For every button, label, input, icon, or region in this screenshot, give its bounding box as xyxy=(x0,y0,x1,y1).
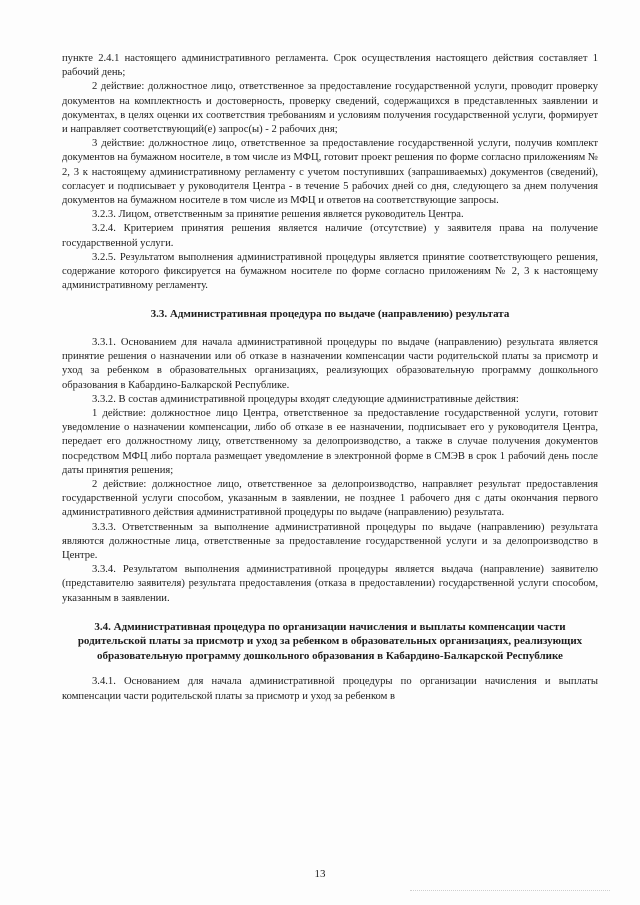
page-number: 13 xyxy=(314,868,326,880)
heading-3-3: 3.3. Административная процедура по выдаче (направлению) результата xyxy=(150,308,510,321)
paragraph: 3 действие: должностное лицо, ответственное за предоставление государственной услуги, получив комплект документов на бумажном носителе, в том числе из МФЦ, готовит проект решения по форме согласно приложениям № 2, 3 к настоящему административному регламенту с учетом поступивших (запрашиваемых) документов (сведений), согласует и подписывает у руководителя Центра - в течение 5 рабочих дней со дня, следующего за днем получения документов на бумажном носителе в том числе из МФЦ и ответов на соответствующие запросы. xyxy=(62,138,598,207)
paragraph: 3.3.1. Основанием для начала административной процедуры по выдаче (направлению) результата является принятие решения о назначении или об отказе в назначении компенсации части родительской платы за присмотр и уход за ребенком в образовательных организациях, реализующих образовательную программу дошкольного образования в Кабардино-Балкарской Республике. xyxy=(62,336,598,391)
paragraph: 2 действие: должностное лицо, ответственное за делопроизводство, направляет результат предоставления государственной услуги способом, указанным в заявлении, не позднее 1 рабочего дня с даты окончания первого административного действия административной процедуры по выдаче (направлению) результата. xyxy=(62,478,598,519)
section-3-3 xyxy=(62,336,598,606)
paragraph: 3.2.3. Лицом, ответственным за принятие решения является руководитель Центра. xyxy=(92,209,464,221)
paragraph: 2 действие: должностное лицо, ответственное за предоставление государственной услуги, проводит проверку документов на комплектность и достоверность, проверку сведений, содержащихся в представленных заявлении и документах, в целях оценки их соответствия требованиям и условиям получения государственной услуги, формирует и направляет соответствующий(е) запрос(ы) - 2 рабочих дня; xyxy=(62,81,598,136)
paragraph: 3.3.4. Результатом выполнения административной процедуры является выдача (направление) заявителю (представителю заявителя) результата предоставления (отказа в предоставлении) государственной услуги способом, указанным в заявлении. xyxy=(62,564,598,604)
paragraph: 3.3.3. Ответственным за выполнение административной процедуры по выдаче (направлению) результата являются должностные лица, ответственные за предоставление государственной услуги и за делопроизводство в Центре. xyxy=(62,521,598,561)
paragraph: пункте 2.4.1 настоящего административного регламента. Срок осуществления настоящего действия составляет 1 рабочий день; xyxy=(62,53,598,79)
section-3-4 xyxy=(62,675,598,703)
paragraph: 3.2.5. Результатом выполнения административной процедуры является принятие соответствующего решения, содержание которого фиксируется на бумажном носителе по форме согласно приложениям № 2, 3 к настоящему административному регламенту. xyxy=(62,251,598,292)
heading-3-4: 3.4. Административная процедура по организации начисления и выплаты компенсации части родительской платы за присмотр и уход за ребенком в образовательных организациях, реализующих образовательную программу дошкольного образования в Кабардино-Балкарской Республике xyxy=(77,620,583,662)
paragraph: 3.2.4. Критерием принятия решения является наличие (отсутствие) у заявителя права на получение государственной услуги. xyxy=(62,223,598,249)
section-3-2-continued xyxy=(62,52,598,293)
paragraph: 3.4.1. Основанием для начала административной процедуры по организации начисления и выплаты компенсации части родительской платы за присмотр и уход за ребенком в xyxy=(62,676,598,702)
scan-artifact-line xyxy=(410,890,610,891)
paragraph: 3.3.2. В состав административной процедуры входят следующие административные действия: xyxy=(92,393,519,405)
paragraph: 1 действие: должностное лицо Центра, ответственное за предоставление государственной услуги, готовит уведомление о назначении компенсации, либо об отказе в ее назначении, подписывает его у руководителя Центра, передает его должностному лицу, ответственному за делопроизводство, а также в случае получения документов посредством МФЦ либо портала размещает уведомление в электронной форме в СМЭВ в срок 1 рабочий день после даты принятия решения; xyxy=(62,407,598,476)
